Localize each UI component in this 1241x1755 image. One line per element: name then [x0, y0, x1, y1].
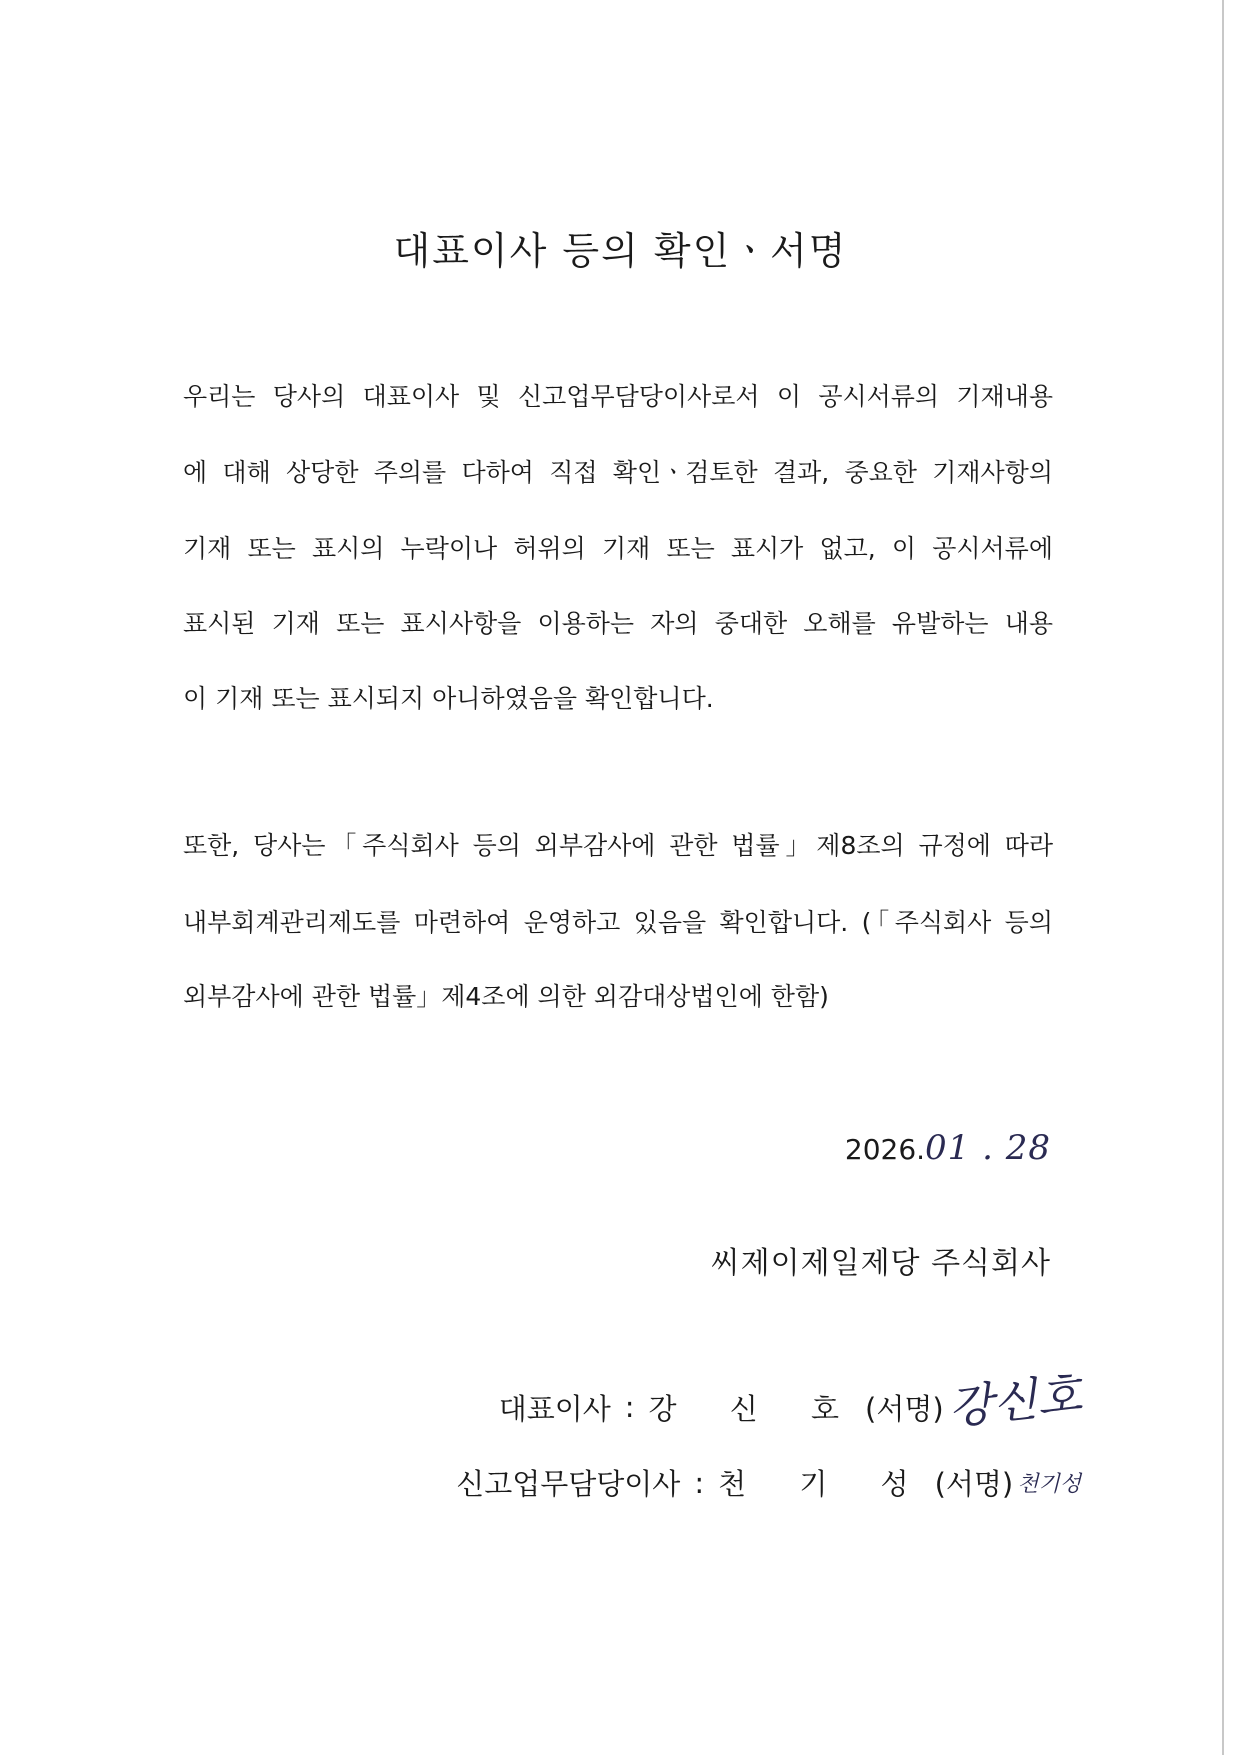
signatory-name: 강 신 호: [648, 1391, 862, 1426]
signature-label: (서명): [934, 1467, 1014, 1501]
paragraph-line: 내부회계관리제도를 마련하여 운영하고 있음을 확인합니다. (「주식회사 등의: [183, 908, 1053, 937]
handwritten-signature: 강신호: [945, 1367, 1084, 1435]
date-handwritten: 01 . 28: [925, 1128, 1051, 1168]
paragraph-line: 외부감사에 관한 법률」제4조에 의한 외감대상법인에 한함): [183, 982, 829, 1011]
document-date: [845, 1128, 1051, 1168]
paragraph-line: 기재 또는 표시의 누락이나 허위의 기재 또는 표시가 없고, 이 공시서류에: [183, 534, 1053, 563]
document-title: 대표이사 등의 확인ㆍ서명: [393, 229, 848, 273]
date-printed: 2026.: [844, 1133, 926, 1166]
paragraph-line: 또한, 당사는「주식회사 등의 외부감사에 관한 법률」제8조의 규정에 따라: [183, 831, 1053, 860]
company-name: 씨제이제일제당 주식회사: [710, 1246, 1051, 1281]
signatory-role: 신고업무담당이사: [456, 1467, 681, 1501]
paragraph-line: 표시된 기재 또는 표시사항을 이용하는 자의 중대한 오해를 유발하는 내용: [183, 609, 1053, 638]
paragraph-line: 우리는 당사의 대표이사 및 신고업무담당이사로서 이 공시서류의 기재내용: [183, 382, 1053, 411]
signature-label: (서명): [865, 1391, 944, 1426]
signatory-colon: :: [624, 1390, 635, 1424]
paragraph-line: 에 대해 상당한 주의를 다하여 직접 확인ㆍ검토한 결과, 중요한 기재사항의: [183, 458, 1053, 487]
signatory-ceo: [498, 1367, 1084, 1435]
paragraph-line: 이 기재 또는 표시되지 아니하였음을 확인합니다.: [183, 684, 714, 713]
signatory-reporting-director: [456, 1462, 1081, 1503]
signatory-role: 대표이사: [498, 1391, 611, 1426]
signatory-name: 천 기 성: [718, 1467, 931, 1501]
signatory-colon: :: [694, 1465, 705, 1500]
handwritten-signature: 천기성: [1017, 1472, 1081, 1497]
